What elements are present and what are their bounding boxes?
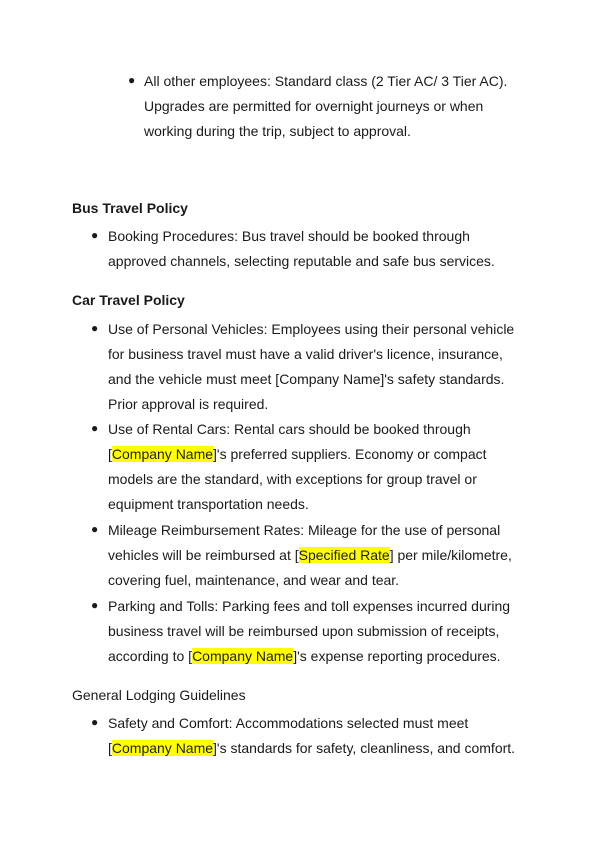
bullet-icon: ●: [128, 73, 136, 87]
rail-item-line: Upgrades are permitted for overnight journeys or when: [144, 98, 484, 114]
car-item-line: and the vehicle must meet [Company Name]'s safety standards.: [108, 371, 505, 387]
bullet-icon: ●: [91, 522, 99, 536]
car-item-line: for business travel must have a valid driver's licence, insurance,: [108, 346, 503, 362]
line-text: ]'s standards for safety, cleanliness, and comfort.: [213, 740, 516, 756]
lodging-item-line: [108, 739, 515, 757]
lodging-item-line: Safety and Comfort: Accommodations selected must meet: [108, 715, 469, 731]
car-item-line: Use of Personal Vehicles: Employees using their personal vehicle: [108, 321, 515, 337]
placeholder-highlight: Company Name: [111, 446, 214, 462]
car-item-line: Use of Rental Cars: Rental cars should be booked through: [108, 421, 471, 437]
rail-item-line: working during the trip, subject to approval.: [144, 123, 411, 139]
placeholder-highlight: Specified Rate: [298, 547, 390, 563]
bus-policy-heading: Bus Travel Policy: [72, 200, 188, 216]
line-text: according to [: [108, 648, 193, 664]
lodging-heading: General Lodging Guidelines: [72, 687, 246, 703]
bullet-icon: ●: [91, 321, 99, 335]
car-policy-heading: Car Travel Policy: [72, 292, 185, 308]
car-item-line: models are the standard, with exceptions for group travel or: [108, 471, 477, 487]
car-item-line: Mileage Reimbursement Rates: Mileage for the use of personal: [108, 522, 501, 538]
bus-item-line: approved channels, selecting reputable and safe bus services.: [108, 253, 495, 269]
bullet-icon: ●: [91, 598, 99, 612]
car-item-line: Prior approval is required.: [108, 396, 269, 412]
car-item-line: [108, 445, 487, 463]
bullet-icon: ●: [91, 715, 99, 729]
bullet-icon: ●: [91, 421, 99, 435]
line-text: ]'s expense reporting procedures.: [293, 648, 501, 664]
bus-item-line: Booking Procedures: Bus travel should be booked through: [108, 228, 470, 244]
line-text: vehicles will be reimbursed at [: [108, 547, 299, 563]
placeholder-highlight: Company Name: [111, 740, 214, 756]
bracket-text: [: [108, 740, 112, 756]
line-text: ] per mile/kilometre,: [389, 547, 512, 563]
car-item-line: equipment transportation needs.: [108, 496, 309, 512]
bullet-icon: ●: [91, 228, 99, 242]
line-text: ]'s preferred suppliers. Economy or compact: [213, 446, 487, 462]
car-item-line: covering fuel, maintenance, and wear and tear.: [108, 572, 400, 588]
car-item-line: [108, 647, 501, 665]
bracket-text: [: [108, 446, 112, 462]
placeholder-highlight: Company Name: [192, 648, 294, 664]
car-item-line: [108, 546, 512, 564]
car-item-line: business travel will be reimbursed upon submission of receipts,: [108, 623, 500, 639]
rail-item-line: All other employees: Standard class (2 Tier AC/ 3 Tier AC).: [144, 73, 508, 89]
car-item-line: Parking and Tolls: Parking fees and toll expenses incurred during: [108, 598, 511, 614]
